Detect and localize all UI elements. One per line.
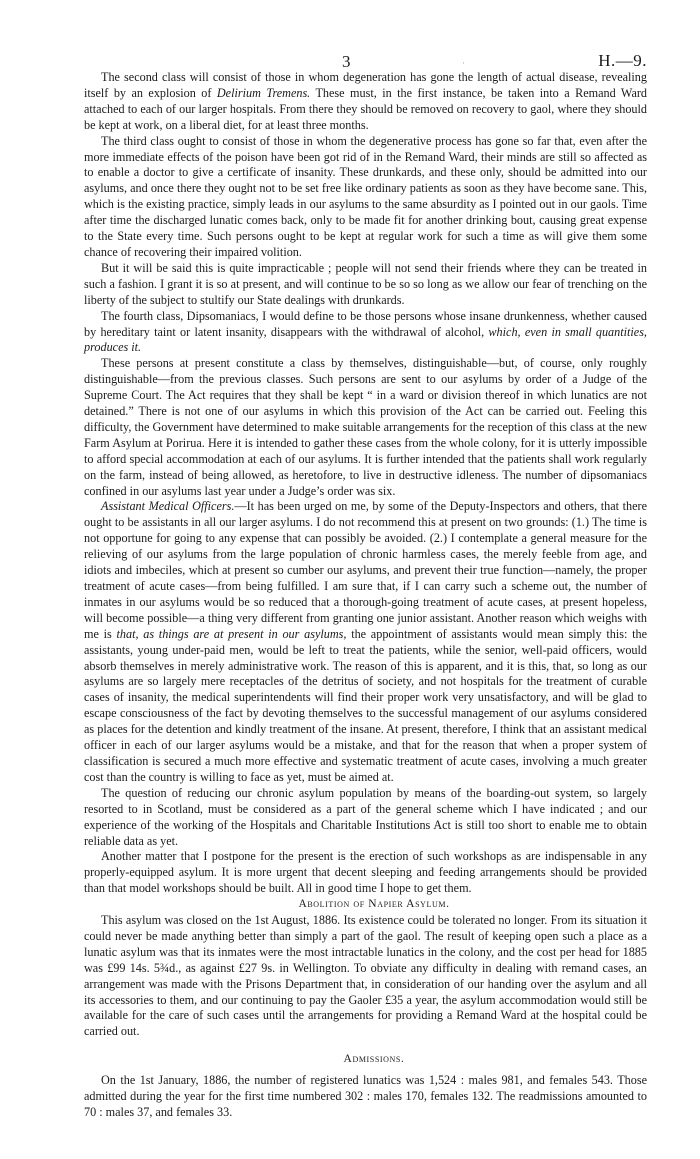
- text-run: Another matter that I postpone for the present is the erection of such workshops as are indispensable in any properly-equipped asylum. It is more urgent that decent sleeping and feeding arrangements should be provided than that model workshops should be built. All in good time I hope to get them.: [84, 849, 647, 896]
- text-run: The question of reducing our chronic asylum population by means of the boarding-out system, so largely resorted to in Scotland, must be considered as a part of the general scheme which I have indicated ; and our experience of the working of the Hospitals and Charitable Institutions Act is still too short to enable me to obtain reliable data as yet.: [84, 785, 647, 848]
- body-paragraph: [84, 786, 647, 850]
- body-paragraph: [84, 499, 647, 785]
- text-run: —It has been urged on me, by some of the Deputy-Inspectors and others, that there ought to be assistants in all our larger asylums. I do not recommend this at present on two grounds: (1.) The time is not opportune for going to any expense that can possibly be avoided. (2.) I contemplate a general measure for the relieving of our asylums from the large population of chronic harmless cases, the merely feeble from age, and idiots and imbeciles, which at present so cumber our asylums, and prevent their true function—namely, the proper treatment of acute cases—from being fulfilled. I am sure that, if I can carry such a scheme out, the number of inmates in our asylums would be so reduced that a thorough-going treatment of acute cases, at present hopeless, will become possible—a thing very different from granting one junior assistant. Another reason which weighs with me is: [84, 499, 647, 641]
- text-run: The third class ought to consist of those in whom the degenerative process has gone so far that, even after the more immediate effects of the poison have been got rid of in the Remand Ward, their minds are still so affected as to enable a doctor to give a certificate of insanity. These drunkards, and these only, should be admitted into our asylums, and once there they ought not to be set free like ordinary patients as soon as they have become sane. This, which is the existing practice, simply leads in our asylums to the same absurdity as I pointed out in our gaols. Time after time the discharged lunatic comes back, only to be made fit for another drinking bout, causing great expense to the State every time. Such persons ought to be kept at regular work for such a time as will give them some chance of recovering their impaired volition.: [84, 133, 647, 259]
- document-body: [84, 70, 647, 1121]
- body-paragraph: [84, 261, 647, 309]
- body-paragraph: [84, 913, 647, 1040]
- page-header: [84, 0, 647, 70]
- section-heading: Admissions.: [343, 1053, 405, 1066]
- body-paragraph: [84, 849, 647, 897]
- text-run: These must, in the first instance, be taken into a Remand Ward attached to each of our larger hospitals. From there they should be removed on recovery to gaol, where they should be kept at work, on a liberal diet, for at least three months.: [84, 85, 648, 132]
- body-paragraph: [84, 70, 647, 134]
- italic-text: that, as things are at present in our asylums,: [116, 626, 347, 641]
- page-number: 3: [342, 52, 351, 71]
- document-reference: H.—9.: [598, 51, 647, 70]
- italic-text: Assistant Medical Officers.: [101, 499, 235, 514]
- italic-text: which, even in small quantities, produces it.: [84, 324, 647, 355]
- text-run: This asylum was closed on the 1st August, 1886. Its existence could be tolerated no longer. From its situation it could never be made anything better than simply a part of the gaol. The result of keeping open such a place as a lunatic asylum was that its inmates were the most intractable lunatics in the colony, and the cost per head for 1885 was £99 14s. 5¾d., as against £27 9s. in Wellington. To obviate any difficulty in dealing with remand cases, an arrangement was made with the Prisons Department that, in consideration of our handing over the asylum and all its accessories to them, and our continuing to pay the Gaoler £35 a year, the asylum accommodation would still be available for the care of such cases until the arrangements for providing a Remand Ward at the hospital could be carried out.: [84, 913, 647, 1039]
- body-paragraph: [84, 134, 647, 261]
- text-run: On the 1st January, 1886, the number of registered lunatics was 1,524 : males 981, and females 543. Those admitted during the year for the first time numbered 302 : males 170, females 132. The readmissions amounted to 70 : males 37, and females 33.: [84, 1073, 647, 1119]
- text-run: The second class will consist of those in whom degeneration has gone the length of actual disease, revealing itself by an explosion of: [84, 70, 647, 100]
- body-paragraph: [84, 309, 647, 357]
- text-run: These persons at present constitute a class by themselves, distinguishable—but, of course, only roughly distinguishable—from the previous classes. Such persons are sent to our asylums by order of a Judge of the Supreme Court. The Act requires that they shall be kept “ in a ward or division thereof in which lunatics are not detained.” There is not one of our asylums in which this provision of the Act can be carried out. Feeling this difficulty, the Government have determined to make suitable arrangements for the reception of this class at the new Farm Asylum at Porirua. Here it is intended to gather these cases from the whole colony, for it is utterly impossible to afford special accommodation at each of our asylums. It is further intended that the patients shall work regularly on the farm, instead of being allowed, as heretofore, to live in destructive idleness. The number of dipsomaniacs confined in our asylums last year under a Judge’s order was six.: [84, 356, 647, 498]
- text-run: The fourth class, Dipsomaniacs, I would define to be those persons whose insane drunkenness, whether caused by hereditary taint or latent insanity, disappears with the withdrawal of alcohol,: [84, 308, 647, 339]
- section-heading: Abolition of Napier Asylum.: [298, 898, 450, 911]
- body-paragraph: [84, 356, 647, 499]
- text-run: But it will be said this is quite impracticable ; people will not send their friends where they can be treated in such a fashion. I grant it is so at present, and will continue to be so so long as we allow our fear of trenching on the liberty of the subject to stultify our State dealings with drunkards.: [84, 260, 647, 307]
- text-run: the appointment of assistants would mean simply this: the assistants, young under-paid men, would be left to treat the patients, while the senior, well-paid officers, would absorb themselves in merely administrative work. The reason of this is apparent, and it is this, that, so long as our asylums are so largely mere receptacles of the detritus of society, and not hospitals for the treatment of curable cases of insanity, the medical superintendents will find their proper work very unsatisfactory, and will be glad to escape consciousness of the fact by devoting themselves to the successful management of our asylums considered as places for the detention and kindly treatment of the insane. At present, therefore, I think that an assistant medical officer in each of our larger asylums would be a mistake, and that for the reason that when a proper system of classification is secured a much more effective and systematic treatment of acute cases, involving a much greater cost than the country is willing to face as yet, must be aimed at.: [84, 626, 647, 784]
- body-paragraph: [84, 1073, 647, 1121]
- print-speck: ·: [462, 58, 465, 68]
- italic-text: Delirium Tremens.: [216, 85, 311, 100]
